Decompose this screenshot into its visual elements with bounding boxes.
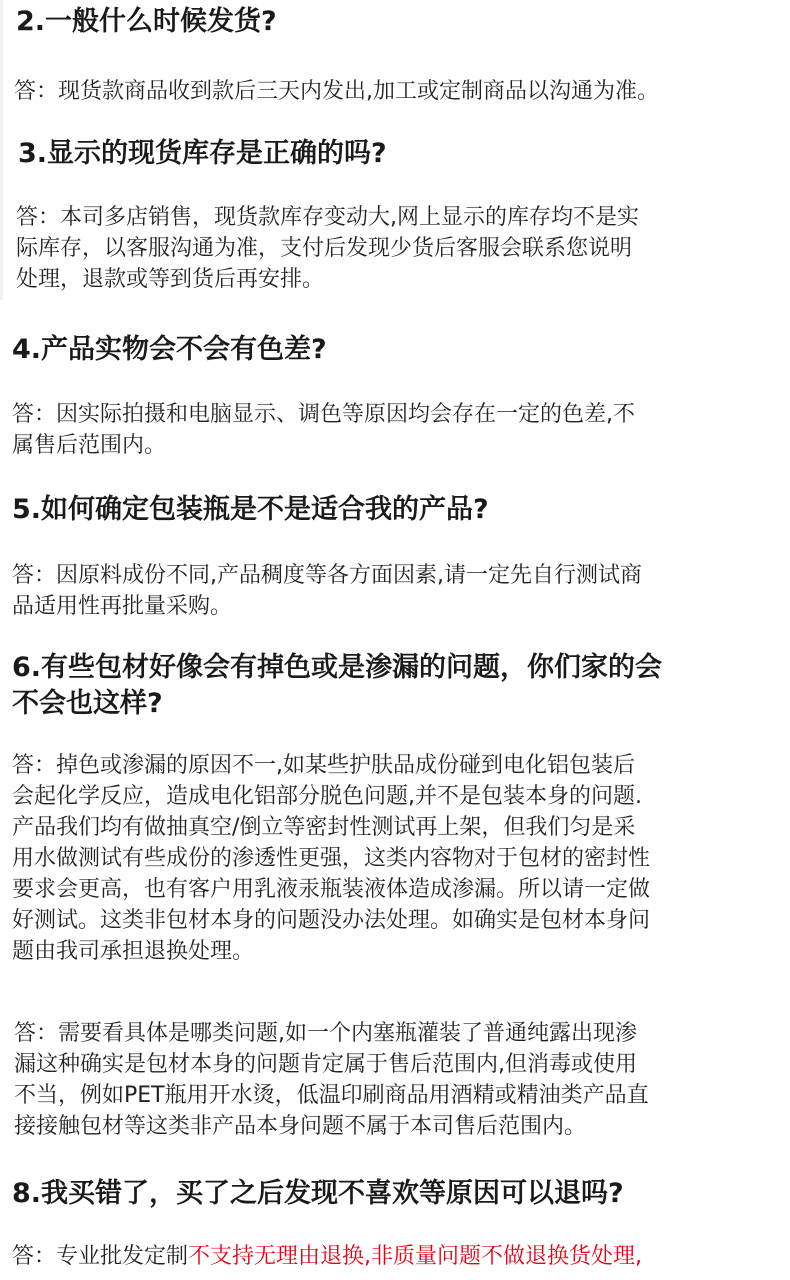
answer-line: 答：需要看具体是哪类问题,如一个内塞瓶灌装了普通纯露出现渗 xyxy=(14,1021,637,1046)
faq-answer-3 xyxy=(16,202,790,295)
answer-line: 好测试。这类非包材本身的问题没办法处理。如确实是包材本身问 xyxy=(12,908,651,933)
answer-highlight: 不支持无理由退换,非质量问题不做退换货处理, xyxy=(188,1244,643,1269)
answer-line: 题由我司承担退换处理。 xyxy=(12,939,255,964)
faq-answer-5 xyxy=(12,560,790,622)
answer-line: 答：现货款商品收到款后三天内发出,加工或定制商品以沟通为准。 xyxy=(14,79,659,104)
answer-line: 会起化学反应，造成电化铝部分脱色问题,并不是包装本身的问题. xyxy=(12,784,642,809)
left-edge-shadow xyxy=(0,0,3,300)
faq-answer-4 xyxy=(12,399,790,461)
answer-text: 答：专业批发定制 xyxy=(12,1244,189,1269)
answer-line: 用水做测试有些成份的渗透性更强，这类内容物对于包材的密封性 xyxy=(12,846,651,871)
answer-line: 漏这种确实是包材本身的问题肯定属于售后范围内,但消毒或使用 xyxy=(14,1052,637,1077)
answer-line: 处理，退款或等到货后再安排。 xyxy=(16,267,325,292)
answer-line: 答：因实际拍摄和电脑显示、调色等原因均会存在一定的色差,不 xyxy=(12,402,635,427)
answer-line: 际库存，以客服沟通为准，支付后发现少货后客服会联系您说明 xyxy=(16,236,633,261)
answer-line: 答：本司多店销售，现货款库存变动大,网上显示的库存均不是实 xyxy=(16,205,639,230)
faq-answer-8 xyxy=(12,1241,790,1272)
faq-answer-6 xyxy=(12,750,790,967)
faq-answer-2 xyxy=(14,76,790,107)
answer-line: 产品我们均有做抽真空/倒立等密封性测试再上架，但我们匀是采 xyxy=(12,815,636,840)
faq-question-4: 4.产品实物会不会有色差? xyxy=(12,334,327,365)
answer-line: 不当，例如PET瓶用开水烫，低温印刷商品用酒精或精油类产品直 xyxy=(14,1083,649,1108)
answer-line: 要求会更高，也有客户用乳液汞瓶装液体造成渗漏。所以请一定做 xyxy=(12,877,651,902)
question-line: 6.有些包材好像会有掉色或是渗漏的问题，你们家的会 xyxy=(12,652,663,683)
faq-question-6 xyxy=(12,650,790,722)
answer-line: 答：掉色或渗漏的原因不一,如某些护肤品成份碰到电化铝包装后 xyxy=(12,753,635,778)
answer-line: 答：因原料成份不同,产品稠度等各方面因素,请一定先自行测试商 xyxy=(12,563,642,588)
answer-line: 品适用性再批量采购。 xyxy=(12,594,233,619)
faq-question-5: 5.如何确定包装瓶是不是适合我的产品? xyxy=(12,494,489,525)
question-line: 不会也这样? xyxy=(12,688,163,719)
faq-answer-7 xyxy=(14,1018,790,1142)
faq-question-3: 3.显示的现货库存是正确的吗? xyxy=(18,138,387,169)
faq-question-8: 8.我买错了，买了之后发现不喜欢等原因可以退吗? xyxy=(12,1178,624,1209)
faq-question-2: 2.一般什么时候发货? xyxy=(16,6,277,37)
answer-line: 属售后范围内。 xyxy=(12,433,167,458)
answer-line: 接接触包材等这类非产品本身问题不属于本司售后范围内。 xyxy=(14,1114,587,1139)
